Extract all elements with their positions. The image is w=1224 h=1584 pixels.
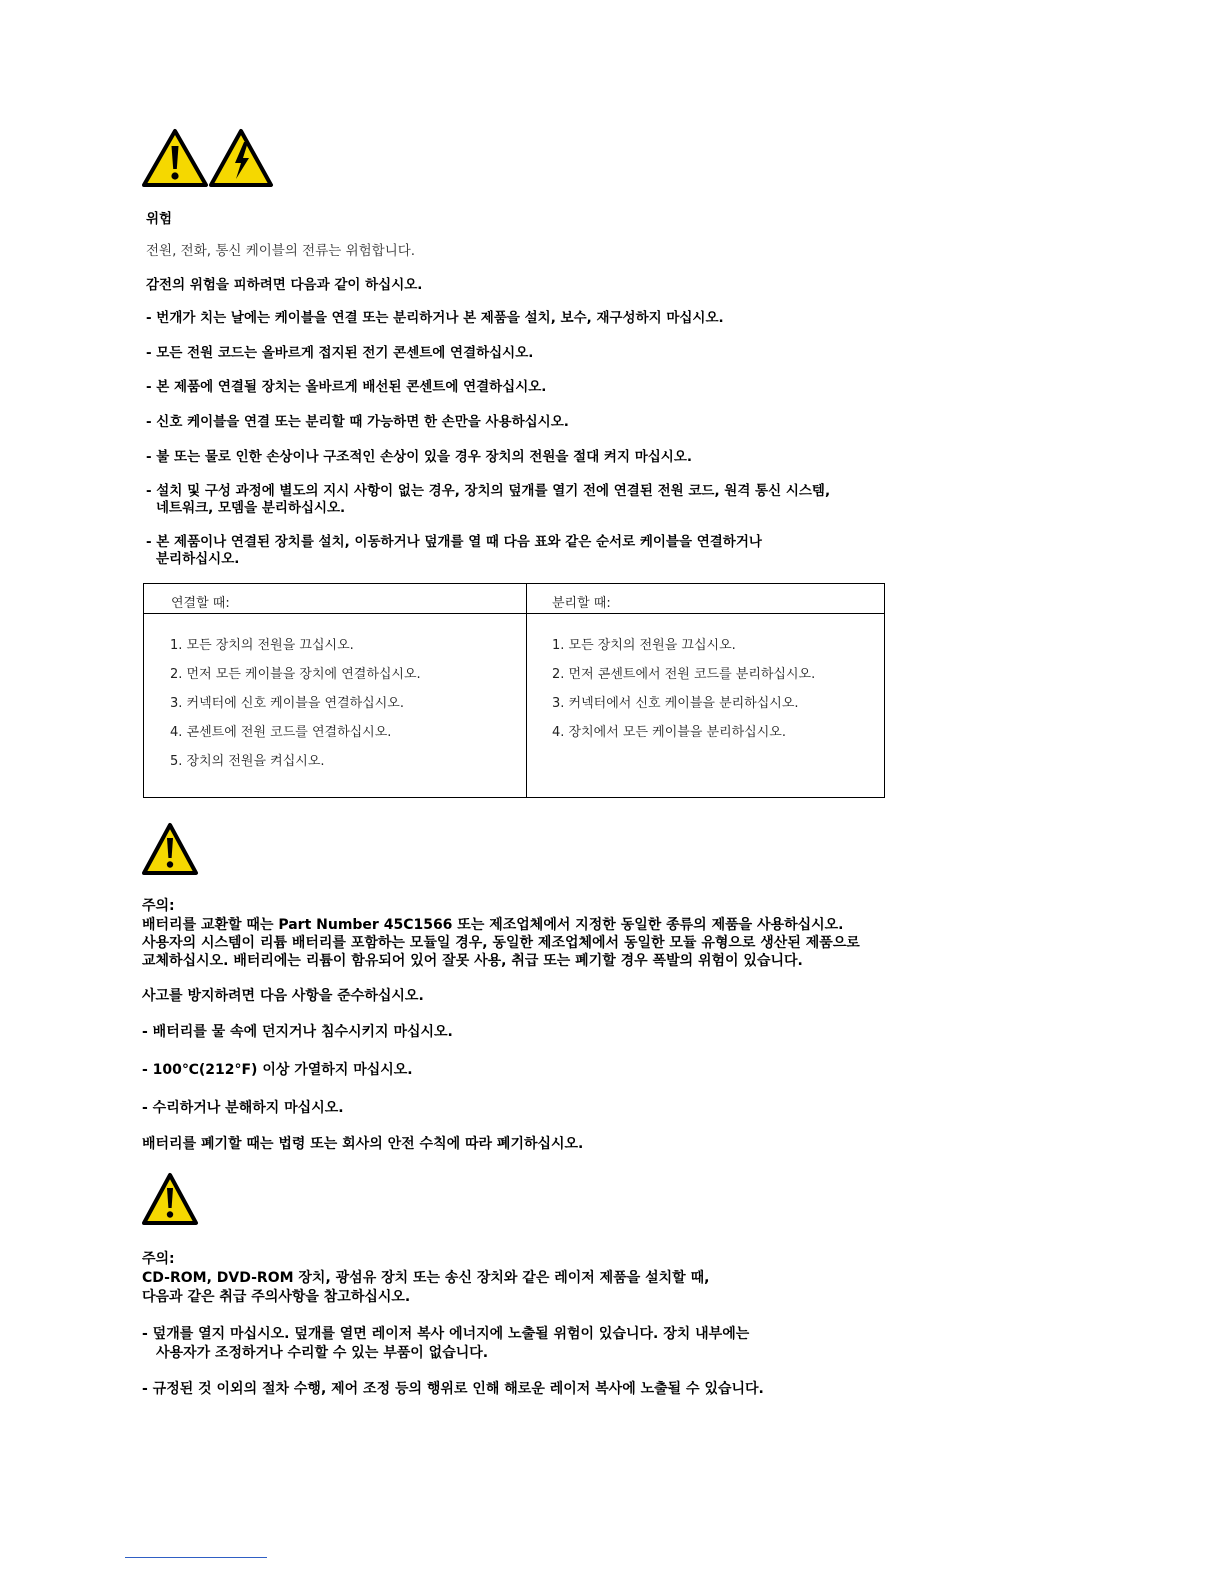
laser-item: - 규정된 것 이외의 절차 수행, 제어 조정 등의 행위로 인해 해로운 레이저 복사에 노출될 수 있습니다. xyxy=(142,1381,764,1397)
laser-item: - 덮개를 열지 마십시오. 덮개를 열면 레이저 복사 에너지에 노출될 위험이 있습니다. 장치 내부에는 xyxy=(142,1326,750,1342)
danger-heading: 위험 xyxy=(146,211,173,227)
danger-item: - 본 제품이나 연결된 장치를 설치, 이동하거나 덮개를 열 때 다음 표와 같은 순서로 케이블을 연결하거나 xyxy=(146,534,762,550)
connect-step: 1. 모든 장치의 전원을 끄십시오. xyxy=(170,638,354,653)
danger-item: - 모든 전원 코드는 올바르게 접지된 전기 콘센트에 연결하십시오. xyxy=(146,345,534,361)
table-header-divider xyxy=(144,613,884,614)
connect-step: 5. 장치의 전원을 켜십시오. xyxy=(170,754,325,769)
battery-text: 배터리를 교환할 때는 Part Number 45C1566 또는 제조업체에서 지정한 동일한 종류의 제품을 사용하십시오. xyxy=(142,917,844,933)
warning-triangle-icon xyxy=(141,822,199,876)
danger-item: - 번개가 치는 날에는 케이블을 연결 또는 분리하거나 본 제품을 설치, 보수, 재구성하지 마십시오. xyxy=(146,310,724,326)
danger-intro: 전원, 전화, 통신 케이블의 전류는 위험합니다. xyxy=(146,243,416,259)
disconnect-step: 1. 모든 장치의 전원을 끄십시오. xyxy=(552,638,736,653)
table-column-divider xyxy=(526,584,527,797)
danger-item-continued: 네트워크, 모뎀을 분리하십시오. xyxy=(156,500,346,516)
disconnect-step: 4. 장치에서 모든 케이블을 분리하십시오. xyxy=(552,725,786,740)
connect-step: 3. 커넥터에 신호 케이블을 연결하십시오. xyxy=(170,696,404,711)
danger-item-continued: 분리하십시오. xyxy=(156,551,240,567)
cable-order-table xyxy=(143,583,885,798)
warning-triangle-icon xyxy=(141,128,209,188)
danger-lead: 감전의 위험을 피하려면 다음과 같이 하십시오. xyxy=(146,277,423,293)
battery-item: - 배터리를 물 속에 던지거나 침수시키지 마십시오. xyxy=(142,1024,453,1040)
disconnect-column-header: 분리할 때: xyxy=(552,596,611,611)
footer-rule xyxy=(125,1557,267,1558)
laser-caution-heading: 주의: xyxy=(142,1251,175,1267)
battery-text: 사용자의 시스템이 리튬 배터리를 포함하는 모듈일 경우, 동일한 제조업체에서 동일한 모듈 유형으로 생산된 제품으로 xyxy=(142,935,860,951)
danger-item: - 불 또는 물로 인한 손상이나 구조적인 손상이 있을 경우 장치의 전원을 절대 켜지 마십시오. xyxy=(146,449,693,465)
battery-text: 교체하십시오. 배터리에는 리튬이 함유되어 있어 잘못 사용, 취급 또는 폐기할 경우 폭발의 위험이 있습니다. xyxy=(142,953,803,969)
high-voltage-icon xyxy=(208,128,274,188)
connect-step: 2. 먼저 모든 케이블을 장치에 연결하십시오. xyxy=(170,667,421,682)
warning-triangle-icon xyxy=(141,1172,199,1226)
disconnect-step: 2. 먼저 콘센트에서 전원 코드를 분리하십시오. xyxy=(552,667,816,682)
battery-closing: 배터리를 폐기할 때는 법령 또는 회사의 안전 수칙에 따라 폐기하십시오. xyxy=(142,1136,584,1152)
battery-item: - 수리하거나 분해하지 마십시오. xyxy=(142,1100,344,1116)
battery-item: - 100℃(212°F) 이상 가열하지 마십시오. xyxy=(142,1062,413,1078)
danger-item: - 설치 및 구성 과정에 별도의 지시 사항이 없는 경우, 장치의 덮개를 열기 전에 연결된 전원 코드, 원격 통신 시스템, xyxy=(146,483,831,499)
danger-item: - 본 제품에 연결될 장치는 올바르게 배선된 콘센트에 연결하십시오. xyxy=(146,379,547,395)
danger-item: - 신호 케이블을 연결 또는 분리할 때 가능하면 한 손만을 사용하십시오. xyxy=(146,414,569,430)
connect-column-header: 연결할 때: xyxy=(171,596,230,611)
connect-step: 4. 콘센트에 전원 코드를 연결하십시오. xyxy=(170,725,392,740)
disconnect-step: 3. 커넥터에서 신호 케이블을 분리하십시오. xyxy=(552,696,799,711)
battery-lead: 사고를 방지하려면 다음 사항을 준수하십시오. xyxy=(142,988,424,1004)
battery-caution-heading: 주의: xyxy=(142,898,175,914)
laser-item-continued: 사용자가 조정하거나 수리할 수 있는 부품이 없습니다. xyxy=(156,1345,489,1361)
laser-text: 다음과 같은 취급 주의사항을 참고하십시오. xyxy=(142,1289,411,1305)
laser-text: CD-ROM, DVD-ROM 장치, 광섬유 장치 또는 송신 장치와 같은 레이저 제품을 설치할 때, xyxy=(142,1270,710,1286)
